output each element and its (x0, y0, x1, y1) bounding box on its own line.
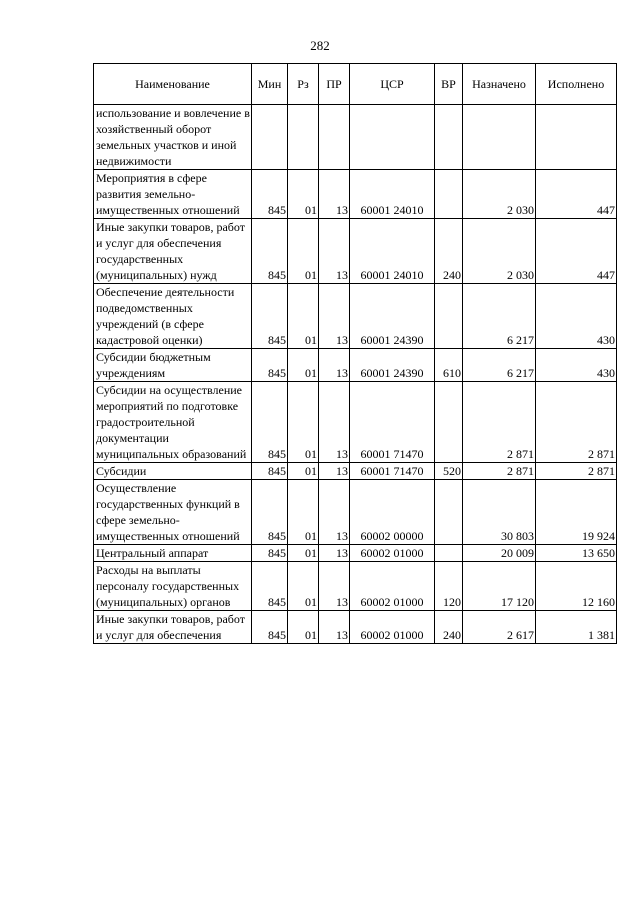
cell-executed: 430 (536, 349, 617, 382)
table-row (94, 611, 617, 644)
cell-rz: 01 (288, 562, 319, 611)
cell-rz: 01 (288, 611, 319, 644)
cell-rz: 01 (288, 349, 319, 382)
cell-pr: 13 (319, 219, 350, 284)
cell-min: 845 (252, 545, 288, 562)
cell-assigned (463, 105, 536, 170)
header-csr: ЦСР (350, 64, 435, 105)
cell-vr: 240 (435, 611, 463, 644)
cell-csr: 60002 01000 (350, 611, 435, 644)
table-row (94, 284, 617, 349)
cell-executed: 447 (536, 219, 617, 284)
header-rz: Рз (288, 64, 319, 105)
cell-min: 845 (252, 480, 288, 545)
cell-name: Субсидии бюджетным учреждениям (94, 349, 252, 382)
page-number: 282 (310, 38, 330, 53)
cell-pr: 13 (319, 611, 350, 644)
cell-min: 845 (252, 463, 288, 480)
table-row (94, 463, 617, 480)
cell-assigned: 6 217 (463, 284, 536, 349)
cell-assigned: 17 120 (463, 562, 536, 611)
cell-vr (435, 480, 463, 545)
cell-min: 845 (252, 284, 288, 349)
cell-name: Субсидии (94, 463, 252, 480)
cell-min (252, 105, 288, 170)
cell-rz: 01 (288, 170, 319, 219)
cell-name: использование и вовлечение в хозяйственный оборот земельных участков и иной недвижимости (94, 105, 252, 170)
cell-assigned: 6 217 (463, 349, 536, 382)
cell-name: Осуществление государственных функций в сфере земельно-имущественных отношений (94, 480, 252, 545)
cell-executed: 13 650 (536, 545, 617, 562)
cell-rz: 01 (288, 382, 319, 463)
table-row (94, 382, 617, 463)
table-row (94, 545, 617, 562)
table-row (94, 562, 617, 611)
cell-executed (536, 105, 617, 170)
cell-vr: 240 (435, 219, 463, 284)
cell-assigned: 20 009 (463, 545, 536, 562)
cell-min: 845 (252, 382, 288, 463)
cell-rz: 01 (288, 463, 319, 480)
cell-assigned: 30 803 (463, 480, 536, 545)
cell-vr (435, 382, 463, 463)
cell-vr (435, 105, 463, 170)
cell-assigned: 2 030 (463, 219, 536, 284)
cell-vr (435, 545, 463, 562)
table-row (94, 480, 617, 545)
cell-pr: 13 (319, 480, 350, 545)
cell-pr: 13 (319, 382, 350, 463)
cell-vr: 120 (435, 562, 463, 611)
cell-name: Расходы на выплаты персоналу государственных (муниципальных) органов (94, 562, 252, 611)
cell-assigned: 2 871 (463, 463, 536, 480)
cell-csr: 60001 71470 (350, 382, 435, 463)
cell-pr: 13 (319, 170, 350, 219)
cell-assigned: 2 871 (463, 382, 536, 463)
cell-executed: 12 160 (536, 562, 617, 611)
table-row (94, 170, 617, 219)
cell-min: 845 (252, 219, 288, 284)
cell-assigned: 2 030 (463, 170, 536, 219)
cell-executed: 430 (536, 284, 617, 349)
cell-csr: 60002 01000 (350, 562, 435, 611)
cell-executed: 2 871 (536, 463, 617, 480)
table-row (94, 349, 617, 382)
cell-csr (350, 105, 435, 170)
cell-rz: 01 (288, 219, 319, 284)
cell-rz: 01 (288, 545, 319, 562)
cell-csr: 60001 24010 (350, 170, 435, 219)
header-assigned: Назначено (463, 64, 536, 105)
cell-min: 845 (252, 349, 288, 382)
cell-executed: 1 381 (536, 611, 617, 644)
cell-min: 845 (252, 170, 288, 219)
cell-pr: 13 (319, 545, 350, 562)
header-pr: ПР (319, 64, 350, 105)
cell-name: Обеспечение деятельности подведомственных учреждений (в сфере кадастровой оценки) (94, 284, 252, 349)
cell-vr (435, 284, 463, 349)
cell-name: Иные закупки товаров, работ и услуг для обеспечения государственных (муниципальных) нужд (94, 219, 252, 284)
cell-executed: 19 924 (536, 480, 617, 545)
table-row (94, 219, 617, 284)
header-executed: Исполнено (536, 64, 617, 105)
header-row (94, 64, 617, 105)
cell-csr: 60001 24390 (350, 349, 435, 382)
cell-vr (435, 170, 463, 219)
cell-name: Мероприятия в сфере развития земельно-имущественных отношений (94, 170, 252, 219)
cell-vr: 610 (435, 349, 463, 382)
cell-csr: 60002 01000 (350, 545, 435, 562)
header-vr: ВР (435, 64, 463, 105)
cell-vr: 520 (435, 463, 463, 480)
cell-name: Субсидии на осуществление мероприятий по подготовке градостроительной документации муниципальных образований (94, 382, 252, 463)
cell-csr: 60002 00000 (350, 480, 435, 545)
cell-pr (319, 105, 350, 170)
cell-name: Центральный аппарат (94, 545, 252, 562)
cell-name: Иные закупки товаров, работ и услуг для обеспечения (94, 611, 252, 644)
cell-rz: 01 (288, 480, 319, 545)
cell-csr: 60001 71470 (350, 463, 435, 480)
cell-pr: 13 (319, 463, 350, 480)
cell-pr: 13 (319, 349, 350, 382)
cell-pr: 13 (319, 284, 350, 349)
header-min: Мин (252, 64, 288, 105)
cell-csr: 60001 24390 (350, 284, 435, 349)
header-name: Наименование (94, 64, 252, 105)
cell-assigned: 2 617 (463, 611, 536, 644)
cell-executed: 447 (536, 170, 617, 219)
cell-min: 845 (252, 562, 288, 611)
budget-table (93, 63, 617, 644)
cell-min: 845 (252, 611, 288, 644)
cell-rz (288, 105, 319, 170)
cell-csr: 60001 24010 (350, 219, 435, 284)
cell-rz: 01 (288, 284, 319, 349)
cell-pr: 13 (319, 562, 350, 611)
table-row (94, 105, 617, 170)
cell-executed: 2 871 (536, 382, 617, 463)
